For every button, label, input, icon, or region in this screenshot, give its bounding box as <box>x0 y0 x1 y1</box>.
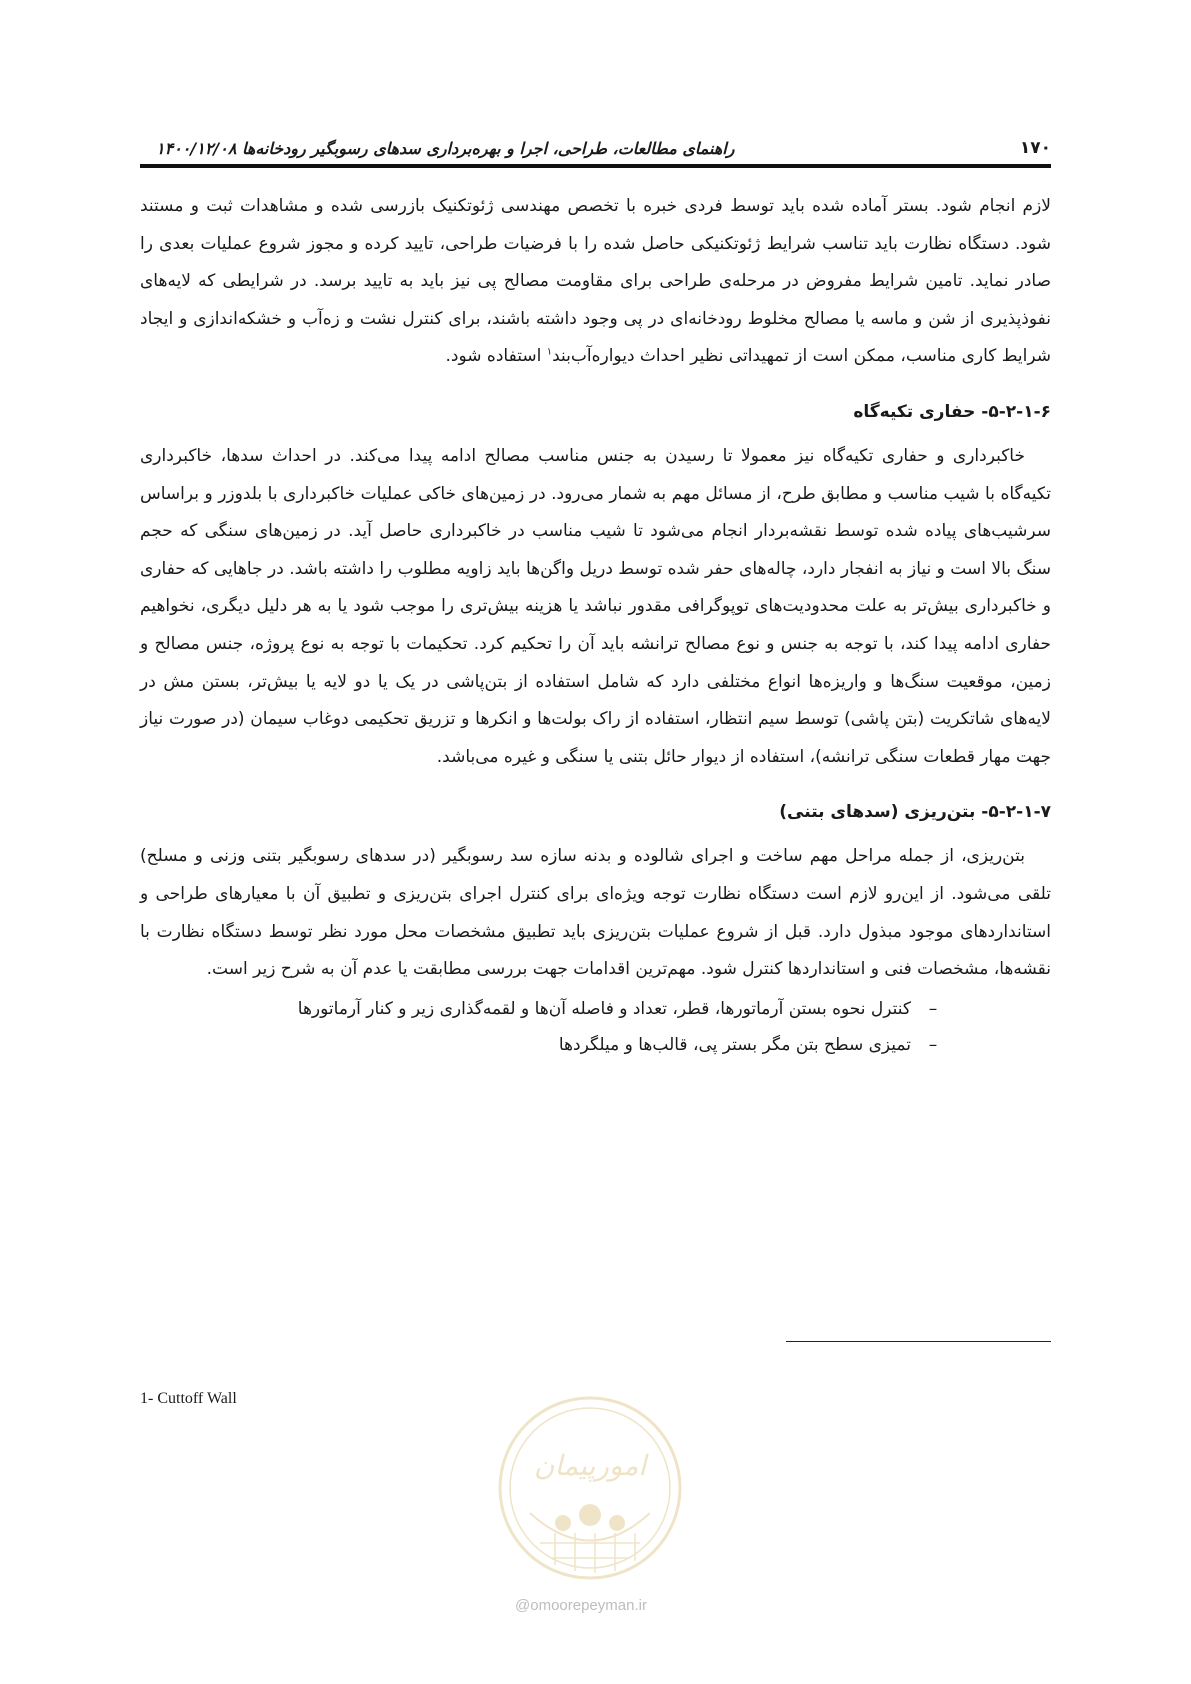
section-paragraph-concreting: بتن‌ریزی، از جمله مراحل مهم ساخت و اجرای شالوده و بدنه سازه سد رسوبگیر (در سدهای رسوبگیر بتنی وزنی و مسلح) تلقی می‌شود. از این‌رو لازم است دستگاه نظارت توجه ویژه‌ای برای کنترل اجرای بتن‌ریزی و تطبیق آن با معیارهای طراحی و استانداردهای موجود مبذول دارد. قبل از شروع عملیات بتن‌ریزی باید تطبیق مشخصات محل مورد نظر توسط دستگاه نظارت با نقشه‌ها، مشخصات فنی و استانداردها کنترل شود. مهم‌ترین اقدامات جهت بررسی مطابقت یا عدم آن به شرح زیر است. <box>140 846 1051 980</box>
running-header-title <box>140 139 734 158</box>
page-header <box>140 128 1051 158</box>
footnote-divider <box>786 1341 1051 1342</box>
list-item-text: تمیزی سطح بتن مگر بستر پی، قالب‌ها و میلگردها <box>558 1034 911 1055</box>
footnote-reference[interactable]: ۱ <box>546 346 553 358</box>
section-heading-abutment-excavation: ۵-۲-۱-۶- حفاری تکیه‌گاه <box>853 401 1051 422</box>
watermark-logo <box>495 1393 685 1583</box>
list-item <box>140 991 941 1027</box>
section-heading-concreting: ۵-۲-۱-۷- بتن‌ریزی (سدهای بتنی) <box>779 802 1051 823</box>
page-number: ۱۷۰ <box>1019 138 1051 158</box>
header-divider <box>140 164 1051 168</box>
header-title-text: راهنمای مطالعات، طراحی، اجرا و بهره‌برداری سدهای رسوبگیر رودخانه‌ها <box>242 139 735 158</box>
list-item-text: کنترل نحوه بستن آرماتورها، قطر، تعداد و فاصله آن‌ها و لقمه‌گذاری زیر و کنار آرماتورها <box>297 998 911 1019</box>
intro-text-end: استفاده شود. <box>445 346 547 367</box>
header-date: ۱۴۰۰/۱۲/۰۸ <box>156 139 237 158</box>
list-item <box>140 1027 941 1063</box>
watermark-logo-text: امورپیمان <box>533 1449 647 1482</box>
intro-paragraph <box>140 188 1051 376</box>
control-checklist <box>140 991 1051 1063</box>
watermark-url: @omoorepeyman.ir <box>515 1597 647 1614</box>
intro-text: لازم انجام شود. بستر آماده شده باید توسط فردی خبره با تخصص مهندسی ژئوتکنیک بازرسی شده و مشاهدات ثبت و مستند شود. دستگاه نظارت باید تناسب شرایط ژئوتکنیکی حاصل شده را با فرضیات طراحی، تایید کرده و مجوز شروع عملیات بعدی را صادر نماید. تامین شرایط مفروض در مرحله‌ی طراحی برای مقاومت مصالح پی نیز باید به تایید برسد. در شرایطی که لایه‌های نفوذپذیری از شن و ماسه یا مصالح مخلوط رودخانه‌ای در پی وجود داشته باشند، برای کنترل نشت و زه‌آب و خشکه‌اندازی و ایجاد شرایط کاری مناسب، ممکن است از تمهیداتی نظیر احداث دیواره‌آب‌بند <box>140 196 1051 367</box>
section-paragraph-abutment-excavation: خاکبرداری و حفاری تکیه‌گاه نیز معمولا تا رسیدن به جنس مناسب مصالح ادامه پیدا می‌کند. در احداث سدها، خاکبرداری تکیه‌گاه با شیب مناسب و مطابق طرح، از مسائل مهم به شمار می‌رود. در زمین‌های خاکی عملیات خاکبرداری با بلدوزر و براساس سرشیب‌های پیاده شده توسط نقشه‌بردار انجام می‌شود تا شیب مناسب در خاکبرداری حاصل آید. در زمین‌های سنگی که حجم سنگ بالا است و نیاز به انفجار دارد، چاله‌های حفر شده توسط دریل واگن‌ها باید زاویه مطلوب را داشته باشد. در جاهایی که حفاری و خاکبرداری بیش‌تر به علت محدودیت‌های توپوگرافی مقدور نباشد یا هزینه بیش‌تری را موجب شود یا به هر دلیل دیگری، نخواهیم حفاری ادامه پیدا کند، با توجه به جنس و نوع مصالح ترانشه باید آن را تحکیم کرد. تحکیمات با توجه به نوع پروژه، جنس مصالح و زمین، موقعیت سنگ‌ها و واریزه‌ها انواع مختلفی دارد که شامل استفاده از بتن‌پاشی در یک یا دو لایه یا بیش‌تر، بستن مش در لایه‌های شاتکریت (بتن پاشی) توسط سیم انتظار، استفاده از راک بولت‌ها و انکرها و تزریق تحکیمی دوغاب سیمان (در صورت نیاز جهت مهار قطعات سنگی ترانشه)، استفاده از دیوار حائل بتنی یا سنگی و غیره می‌باشد. <box>140 445 1051 767</box>
list-dash: – <box>928 998 938 1019</box>
page-body <box>140 188 1051 1063</box>
footnote-text: 1- Cuttoff Wall <box>140 1390 237 1407</box>
list-dash: – <box>928 1034 938 1055</box>
